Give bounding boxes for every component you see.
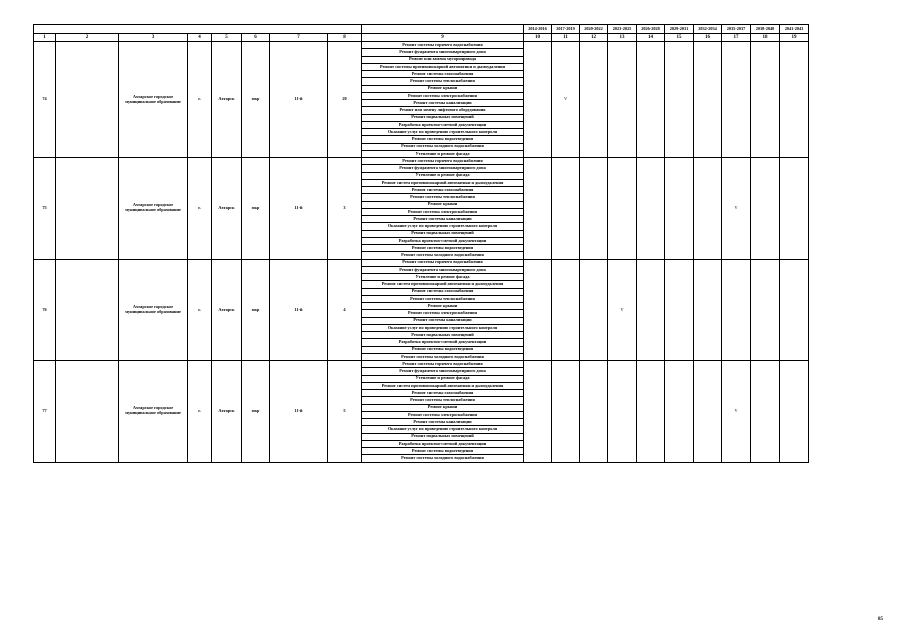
work-type-cell: Ремонт систем противопожарной автоматики и дымоудаления	[362, 382, 524, 389]
municipality-cell: Ахтарское городское муниципальное образование	[119, 42, 188, 158]
column-number-cell: 5	[212, 34, 242, 42]
work-type-cell: Ремонт системы теплоснабжения	[362, 295, 524, 302]
period-mark-cell: V	[722, 158, 751, 260]
row-number-cell: 76	[34, 259, 56, 361]
period-empty-cell	[751, 259, 780, 361]
building-cell: 20	[328, 42, 362, 158]
header-blank-cell	[270, 25, 328, 34]
work-type-cell: Разработка проектно-сметной документации	[362, 440, 524, 447]
row-number-cell: 75	[34, 158, 56, 260]
period-empty-cell	[694, 361, 722, 463]
period-mark-cell: V	[608, 259, 637, 361]
period-empty-cell	[751, 42, 780, 158]
work-type-cell: Разработка проектно-сметной документации	[362, 237, 524, 244]
work-type-cell: Ремонт фундамента многоквартирного дома	[362, 368, 524, 375]
period-empty-cell	[780, 259, 809, 361]
period-header-cell: 2017-2019	[552, 25, 580, 34]
work-type-cell: Ремонт фундамента многоквартирного дома	[362, 165, 524, 172]
work-type-cell: Ремонт системы теплоснабжения	[362, 397, 524, 404]
period-empty-cell	[637, 42, 665, 158]
period-header-cell: 2029-2031	[665, 25, 694, 34]
period-empty-cell	[665, 42, 694, 158]
work-type-cell: Оказание услуг по проведению строительного контроля	[362, 129, 524, 136]
period-empty-cell	[552, 361, 580, 463]
work-type-cell: Ремонт системы холодного водоснабжения	[362, 252, 524, 259]
header-blank-cell	[56, 25, 119, 34]
period-empty-cell	[580, 158, 608, 260]
column-number-cell: 15	[665, 34, 694, 42]
column-number-cell: 14	[637, 34, 665, 42]
work-type-cell: Ремонт системы холодного водоснабжения	[362, 353, 524, 360]
work-type-cell: Ремонт системы канализации	[362, 216, 524, 223]
period-empty-cell	[524, 42, 552, 158]
work-type-cell: Ремонт фундамента многоквартирного дома	[362, 266, 524, 273]
column-number-cell: 12	[580, 34, 608, 42]
period-header-row	[34, 25, 809, 34]
work-type-cell: Ремонт подвальных помещений	[362, 114, 524, 121]
period-empty-cell	[637, 361, 665, 463]
street-type-cell: мкр	[242, 158, 270, 260]
period-header-cell: 2026-2028	[637, 25, 665, 34]
work-row	[34, 42, 809, 49]
capital-repair-schedule-table	[33, 24, 809, 463]
period-header-cell: 2035-2037	[722, 25, 751, 34]
period-empty-cell	[608, 42, 637, 158]
empty-cell	[56, 158, 119, 260]
work-type-cell: Ремонт системы горячего водоснабжения	[362, 361, 524, 368]
house-cell: 11-й	[270, 158, 328, 260]
work-type-cell: Ремонт систем противопожарной автоматики и дымоудаления	[362, 179, 524, 186]
period-empty-cell	[524, 361, 552, 463]
work-type-cell: Ремонт подвальных помещений	[362, 433, 524, 440]
work-type-cell: Ремонт системы газоснабжения	[362, 71, 524, 78]
building-cell: 4	[328, 259, 362, 361]
work-type-cell: Ремонт подвальных помещений	[362, 230, 524, 237]
work-type-cell: Оказание услуг по проведению строительного контроля	[362, 324, 524, 331]
header-blank-cell	[119, 25, 188, 34]
work-type-cell: Ремонт системы горячего водоснабжения	[362, 259, 524, 266]
settlement-type-cell: г.	[188, 361, 212, 463]
building-cell: 5	[328, 361, 362, 463]
municipality-cell: Ахтарское городское муниципальное образование	[119, 158, 188, 260]
street-type-cell: мкр	[242, 42, 270, 158]
row-number-cell: 77	[34, 361, 56, 463]
settlement-cell: Ахтарск	[212, 259, 242, 361]
work-type-cell: Ремонт систем противопожарной автоматики и дымоудаления	[362, 281, 524, 288]
column-number-cell: 7	[270, 34, 328, 42]
period-header-cell: 2023-2025	[608, 25, 637, 34]
work-type-cell: Ремонт системы водоотведения	[362, 245, 524, 252]
work-type-cell: Ремонт системы водоотведения	[362, 136, 524, 143]
period-empty-cell	[722, 259, 751, 361]
empty-cell	[56, 42, 119, 158]
work-type-cell: Разработка проектно-сметной документации	[362, 339, 524, 346]
work-type-cell: Ремонт крыши	[362, 303, 524, 310]
work-type-cell: Разработка проектно-сметной документации	[362, 121, 524, 128]
work-type-cell: Ремонт системы горячего водоснабжения	[362, 42, 524, 49]
table-body	[34, 25, 809, 463]
municipality-cell: Ахтарское городское муниципальное образование	[119, 361, 188, 463]
period-empty-cell	[665, 158, 694, 260]
settlement-cell: Ахтарск	[212, 158, 242, 260]
period-empty-cell	[780, 158, 809, 260]
column-number-cell: 1	[34, 34, 56, 42]
street-type-cell: мкр	[242, 259, 270, 361]
work-type-cell: Ремонт системы теплоснабжения	[362, 194, 524, 201]
work-type-cell: Ремонт системы электроснабжения	[362, 310, 524, 317]
period-empty-cell	[608, 361, 637, 463]
work-type-cell: Ремонт системы газоснабжения	[362, 288, 524, 295]
work-type-cell: Ремонт системы водоотведения	[362, 346, 524, 353]
work-type-cell: Ремонт системы газоснабжения	[362, 390, 524, 397]
work-row	[34, 158, 809, 165]
period-empty-cell	[580, 259, 608, 361]
period-empty-cell	[637, 158, 665, 260]
work-type-cell: Утепление и ремонт фасада	[362, 172, 524, 179]
header-blank-cell	[328, 25, 362, 34]
street-type-cell: мкр	[242, 361, 270, 463]
work-type-cell: Ремонт крыши	[362, 404, 524, 411]
header-blank-cell	[34, 25, 56, 34]
work-type-cell: Ремонт системы газоснабжения	[362, 187, 524, 194]
header-blank-cell	[188, 25, 212, 34]
period-empty-cell	[694, 259, 722, 361]
column-number-cell: 13	[608, 34, 637, 42]
house-cell: 11-й	[270, 259, 328, 361]
work-type-cell: Оказание услуг по проведению строительного контроля	[362, 426, 524, 433]
period-empty-cell	[722, 42, 751, 158]
period-empty-cell	[637, 259, 665, 361]
period-empty-cell	[580, 361, 608, 463]
period-empty-cell	[524, 259, 552, 361]
work-type-cell: Ремонт системы противопожарной автоматики и дымоудаления	[362, 63, 524, 70]
column-number-cell: 19	[780, 34, 809, 42]
period-empty-cell	[780, 42, 809, 158]
column-number-cell: 4	[188, 34, 212, 42]
period-empty-cell	[751, 361, 780, 463]
work-type-cell: Ремонт системы горячего водоснабжения	[362, 158, 524, 165]
work-type-cell: Утепление и ремонт фасада	[362, 375, 524, 382]
period-empty-cell	[694, 158, 722, 260]
settlement-type-cell: г.	[188, 158, 212, 260]
column-number-cell: 11	[552, 34, 580, 42]
house-cell: 11-й	[270, 42, 328, 158]
column-number-cell: 2	[56, 34, 119, 42]
period-empty-cell	[552, 158, 580, 260]
period-header-cell: 2014-2016	[524, 25, 552, 34]
work-type-cell: Ремонт системы электроснабжения	[362, 411, 524, 418]
column-number-row	[34, 34, 809, 42]
work-type-cell: Оказание услуг по проведению строительного контроля	[362, 223, 524, 230]
empty-cell	[56, 361, 119, 463]
period-empty-cell	[665, 259, 694, 361]
period-mark-cell: V	[722, 361, 751, 463]
period-empty-cell	[751, 158, 780, 260]
work-type-cell: Ремонт системы водоотведения	[362, 448, 524, 455]
work-type-cell: Ремонт фундамента многоквартирного дома	[362, 49, 524, 56]
work-type-cell: Утепление и ремонт фасада	[362, 274, 524, 281]
period-empty-cell	[694, 42, 722, 158]
work-type-cell: Ремонт или замену лифтового оборудования	[362, 107, 524, 114]
municipality-cell: Ахтарское городское муниципальное образование	[119, 259, 188, 361]
period-empty-cell	[552, 259, 580, 361]
work-type-cell: Ремонт системы электроснабжения	[362, 92, 524, 99]
column-number-cell: 9	[362, 34, 524, 42]
period-header-cell: 2032-2034	[694, 25, 722, 34]
empty-cell	[56, 259, 119, 361]
work-row	[34, 361, 809, 368]
column-number-cell: 16	[694, 34, 722, 42]
column-number-cell: 6	[242, 34, 270, 42]
work-type-cell: Ремонт системы канализации	[362, 317, 524, 324]
period-mark-cell: V	[552, 42, 580, 158]
settlement-cell: Ахтарск	[212, 42, 242, 158]
page-number: 85	[878, 617, 883, 622]
work-type-cell: Ремонт подвальных помещений	[362, 332, 524, 339]
period-empty-cell	[580, 42, 608, 158]
header-blank-cell	[242, 25, 270, 34]
row-number-cell: 74	[34, 42, 56, 158]
column-number-cell: 8	[328, 34, 362, 42]
work-type-cell: Ремонт или замена мусоропровода	[362, 56, 524, 63]
building-cell: 3	[328, 158, 362, 260]
period-empty-cell	[780, 361, 809, 463]
period-header-cell: 2041-2043	[780, 25, 809, 34]
period-empty-cell	[524, 158, 552, 260]
work-type-cell: Ремонт системы теплоснабжения	[362, 78, 524, 85]
column-number-cell: 18	[751, 34, 780, 42]
house-cell: 11-й	[270, 361, 328, 463]
column-number-cell: 3	[119, 34, 188, 42]
period-header-cell: 2038-2040	[751, 25, 780, 34]
work-type-cell: Ремонт системы канализации	[362, 100, 524, 107]
work-type-cell: Ремонт крыши	[362, 201, 524, 208]
period-header-cell: 2020-2022	[580, 25, 608, 34]
period-empty-cell	[665, 361, 694, 463]
settlement-type-cell: г.	[188, 259, 212, 361]
settlement-cell: Ахтарск	[212, 361, 242, 463]
column-number-cell: 10	[524, 34, 552, 42]
work-row	[34, 259, 809, 266]
header-blank-cell	[212, 25, 242, 34]
work-type-cell: Ремонт системы холодного водоснабжения	[362, 455, 524, 462]
column-number-cell: 17	[722, 34, 751, 42]
work-type-cell: Ремонт системы канализации	[362, 419, 524, 426]
work-type-cell: Ремонт системы электроснабжения	[362, 208, 524, 215]
settlement-type-cell: г.	[188, 42, 212, 158]
work-type-cell: Ремонт системы холодного водоснабжения	[362, 143, 524, 150]
work-type-cell: Утепление и ремонт фасада	[362, 150, 524, 157]
work-type-cell: Ремонт крыши	[362, 85, 524, 92]
header-empty-cell	[362, 25, 524, 34]
period-empty-cell	[608, 158, 637, 260]
